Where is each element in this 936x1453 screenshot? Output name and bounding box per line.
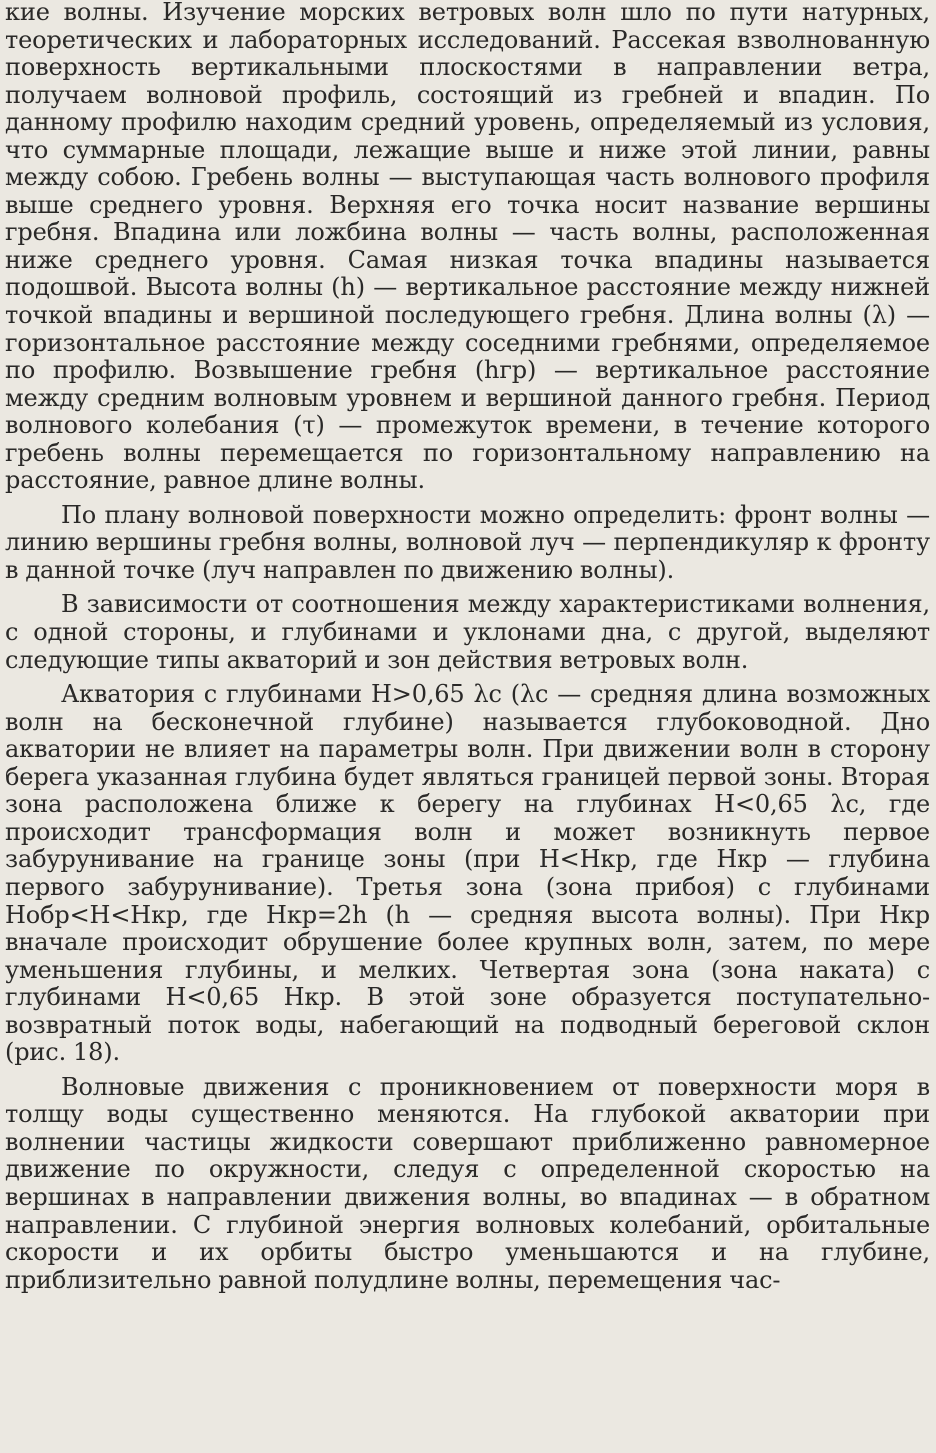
paragraph-4: Акватория с глубинами H>0,65 λc (λc — средняя длина возможных волн на бесконечной глубине) называется глубоководной. Дно акватории не влияет на параметры волн. При движении волн в сторону берега указанная глубина будет являться границей первой зоны. Вторая зона расположена ближе к берегу на глубинах H<0,65 λc, где происходит трансформация волн и может возникнуть первое забуруниваниe на границе зоны (при H<Hкр, где Hкр — глубина первого забуруниваниe). Третья зона (зона прибоя) с глубинами Hобр<H<Hкр, где Hкр=2h (h — средняя высота волны). При Hкр вначале происходит обрушение более крупных волн, затем, по мере уменьшения глубины, и мелких. Четвертая зона (зона наката) с глубинами H<0,65 Hкр. В этой зоне образуется поступательно-возвратный поток воды, набегающий на подводный береговой склон (рис. 18).: [5, 680, 930, 1067]
paragraph-5: Волновые движения с проникновением от поверхности моря в толщу воды существенно меняются. На глубокой акватории при волнении частицы жидкости совершают приближенно равномерное движение по окружности, следуя с определенной скоростью на вершинах в направлении движения волны, во впадинах — в обратном направлении. С глубиной энергия волновых колебаний, орбитальные скорости и их орбиты быстро уменьшаются и на глубине, приблизительно равной полудлине волны, перемещения час-: [5, 1072, 930, 1294]
paragraph-2: По плану волновой поверхности можно определить: фронт волны — линию вершины гребня волны, волновой луч — перпендикуляр к фронту в данной точке (луч направлен по движению волны).: [5, 500, 930, 584]
paragraph-3: В зависимости от соотношения между характеристиками волнения, с одной стороны, и глубинами и уклонами дна, с другой, выделяют следующие типы акваторий и зон действия ветровых волн.: [5, 590, 930, 674]
paragraph-1: кие волны. Изучение морских ветровых волн шло по пути натурных, теоретических и лабораторных исследований. Рассекая взволнованную поверхность вертикальными плоскостями в направлении ветра, получаем волновой профиль, состоящий из гребней и впадин. По данному профилю находим средний уровень, определяемый из условия, что суммарные площади, лежащие выше и ниже этой линии, равны между собою. Гребень волны — выступающая часть волнового профиля выше среднего уровня. Верхняя его точка носит название вершины гребня. Впадина или ложбина волны — часть волны, расположенная ниже среднего уровня. Самая низкая точка впадины называется подошвой. Высота волны (h) — вертикальное расстояние между нижней точкой впадины и вершиной последующего гребня. Длина волны (λ) — горизонтальное расстояние между соседними гребнями, определяемое по профилю. Возвышение гребня (hгр) — вертикальное расстояние между средним волновым уровнем и вершиной данного гребня. Период волнового колебания (τ) — промежуток времени, в течение которого гребень волны перемещается по горизонтальному направлению на расстояние, равное длине волны.: [5, 0, 930, 495]
